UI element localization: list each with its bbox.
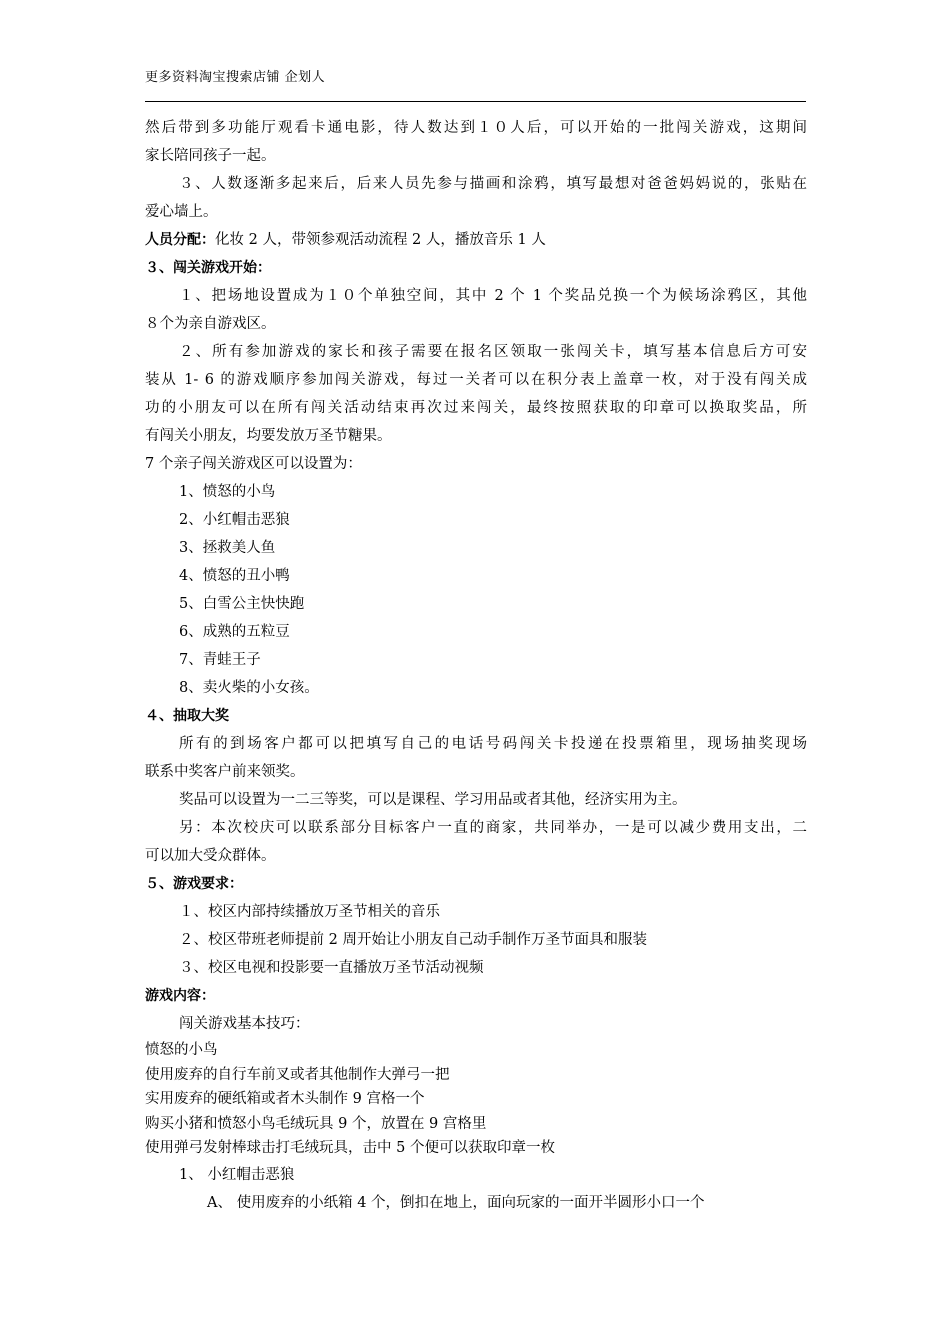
zone-item: 8、卖火柴的小女孩。 (179, 680, 319, 696)
game-2-title: 1、 小红帽击恶狼 (179, 1166, 295, 1183)
zone-item: 5、白雪公主快快跑 (179, 596, 305, 612)
paragraph-line: 爱心墙上。 (145, 204, 218, 220)
game-1-name: 愤怒的小鸟 (145, 1042, 218, 1058)
zone-item: 2、小红帽击恶狼 (179, 512, 290, 528)
paragraph-line: 所有的到场客户都可以把填写自己的电话号码闯关卡投递在投票箱里，现场抽奖现场 (179, 736, 807, 752)
game-2-step-a: A、 使用废弃的小纸箱 4 个，倒扣在地上，面向玩家的一面开半圆形小口一个 (207, 1194, 705, 1211)
page-header: 更多资料淘宝搜索店铺 企划人 (145, 70, 326, 85)
section-5-title: ５、游戏要求： (145, 876, 243, 892)
document-body (145, 114, 807, 1217)
paragraph-line: ２、所有参加游戏的家长和孩子需要在报名区领取一张闯关卡，填写基本信息后方可安 (179, 344, 807, 360)
requirement-item: １、校区内部持续播放万圣节相关的音乐 (179, 904, 440, 920)
section-3-title: ３、闯关游戏开始： (145, 260, 271, 276)
game-1-step: 使用弹弓发射棒球击打毛绒玩具，击中 5 个便可以获取印章一枚 (145, 1140, 555, 1156)
game-1-step: 购买小猪和愤怒小鸟毛绒玩具 9 个，放置在 9 宫格里 (145, 1115, 487, 1132)
zones-intro: 7 个亲子闯关游戏区可以设置为： (145, 456, 362, 472)
game-1-step: 实用废弃的硬纸箱或者木头制作 9 宫格一个 (145, 1091, 425, 1107)
paragraph-line: 家长陪同孩子一起。 (145, 148, 276, 164)
requirement-item: ３、校区电视和投影要一直播放万圣节活动视频 (179, 960, 484, 976)
tips-title: 闯关游戏基本技巧： (179, 1016, 310, 1032)
paragraph-line: 有闯关小朋友，均要发放万圣节糖果。 (145, 428, 392, 444)
game-content-title: 游戏内容： (145, 988, 215, 1004)
zone-item: 1、愤怒的小鸟 (179, 484, 276, 500)
paragraph-line: １、把场地设置成为１０个单独空间，其中 2 个 1 个奖品兑换一个为候场涂鸦区，其他 (179, 288, 807, 304)
paragraph-line: 联系中奖客户前来领奖。 (145, 764, 305, 780)
staff-label: 人员分配： (145, 232, 215, 248)
game-1-step: 使用废弃的自行车前叉或者其他制作大弹弓一把 (145, 1066, 450, 1083)
requirement-item: ２、校区带班老师提前 2 周开始让小朋友自己动手制作万圣节面具和服装 (179, 932, 647, 948)
section-4-title: ４、抽取大奖 (145, 708, 229, 724)
zone-item: 7、青蛙王子 (179, 652, 261, 668)
header-divider (145, 101, 806, 102)
paragraph-line: 功的小朋友可以在所有闯关活动结束再次过来闯关，最终按照获取的印章可以换取奖品，所 (145, 400, 807, 416)
paragraph-line: 另：本次校庆可以联系部分目标客户一直的商家，共同举办，一是可以减少费用支出，二 (179, 820, 807, 836)
zone-item: 6、成熟的五粒豆 (179, 624, 290, 640)
paragraph-line: 装从 1- 6 的游戏顺序参加闯关游戏，每过一关者可以在积分表上盖章一枚，对于没有闯关成 (145, 372, 807, 388)
paragraph-line: 可以加大受众群体。 (145, 848, 276, 864)
paragraph-line: ３、人数逐渐多起来后，后来人员先参与描画和涂鸦，填写最想对爸爸妈妈说的，张贴在 (179, 176, 807, 192)
paragraph-line: 然后带到多功能厅观看卡通电影，待人数达到１０人后，可以开始的一批闯关游戏，这期间 (145, 120, 807, 136)
zone-item: 4、愤怒的丑小鸭 (179, 568, 290, 584)
staff-text: 化妆 2 人，带领参观活动流程 2 人，播放音乐 1 人 (215, 232, 546, 248)
paragraph-line: ８个为亲自游戏区。 (145, 316, 276, 332)
zone-item: 3、拯救美人鱼 (179, 540, 276, 556)
paragraph-line: 奖品可以设置为一二三等奖，可以是课程、学习用品或者其他，经济实用为主。 (179, 792, 687, 808)
staff-allocation (145, 226, 807, 254)
